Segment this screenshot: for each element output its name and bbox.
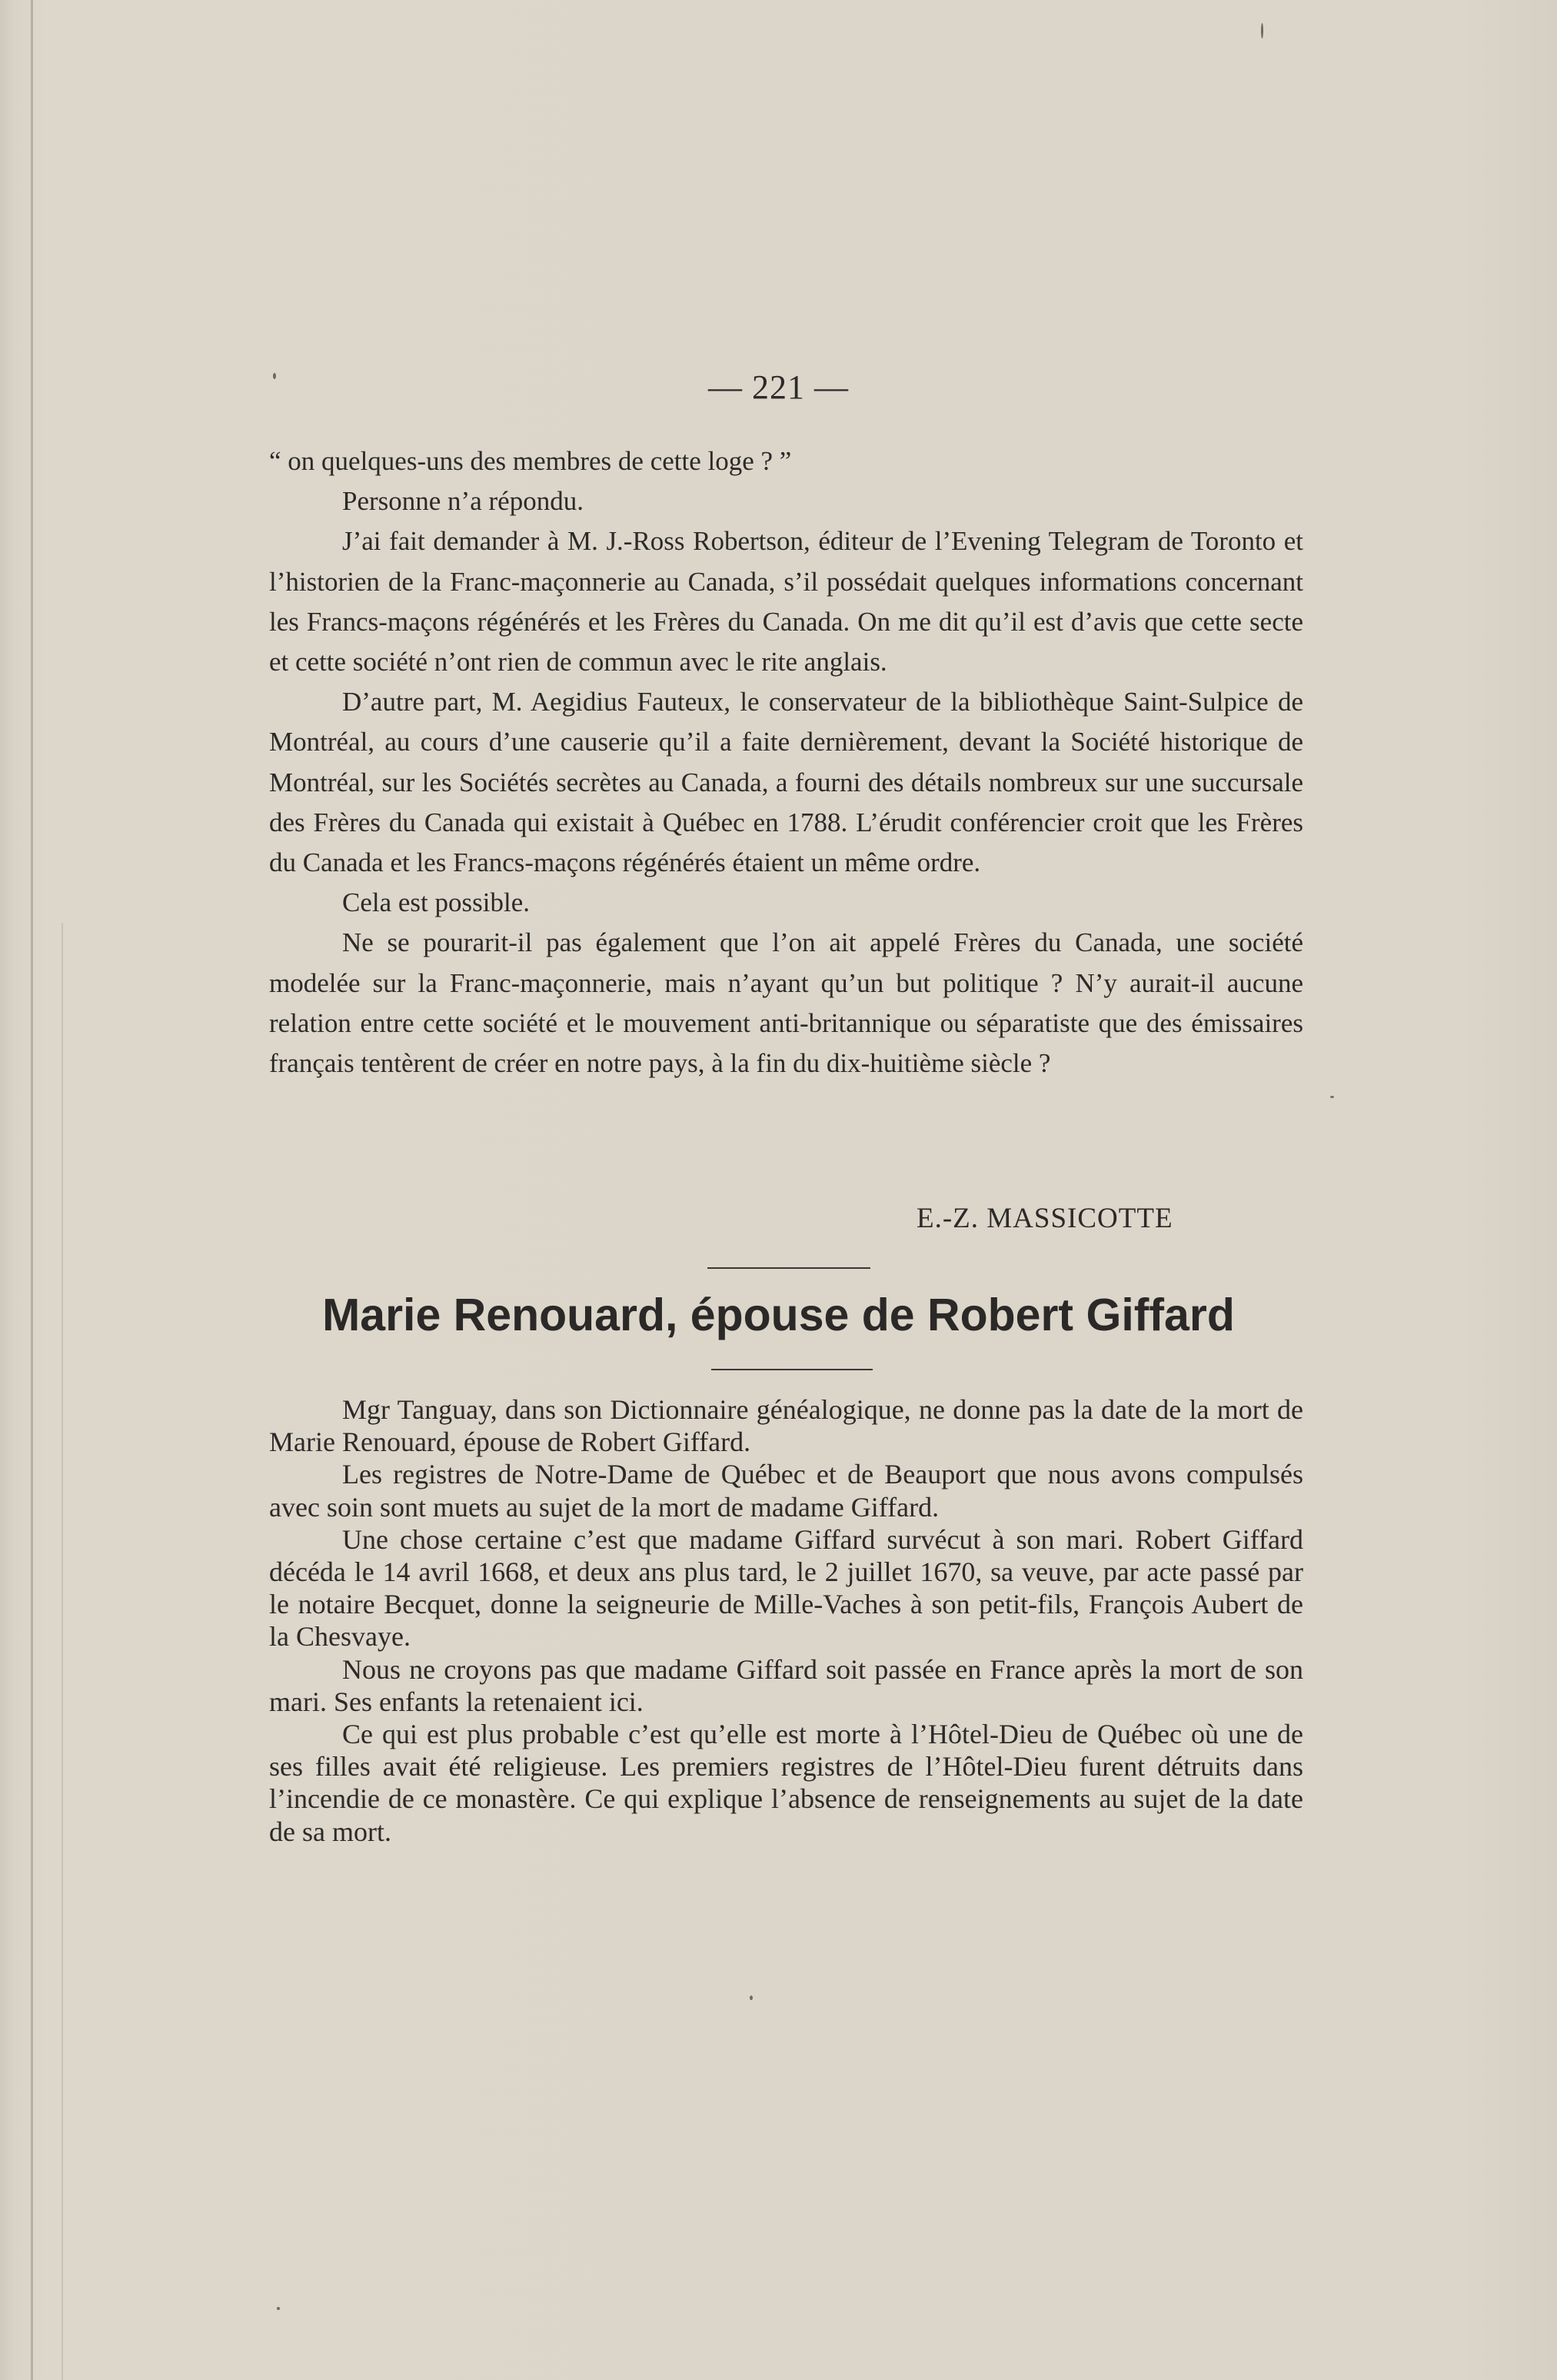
previous-article-ending xyxy=(269,441,1303,1083)
page-binding-edge xyxy=(31,0,33,2380)
paragraph: Ne se pourarit-il pas également que l’on ait appelé Frères du Canada, une société modelée sur la Franc-maçonnerie, mais n’ayant qu’un but politique ? N’y aurait-il aucune relation entre cette société et le mouvement anti-britannique ou séparatiste que des émissaires français tentèrent de créer en notre pays, à la fin du dix-huitième siècle ? xyxy=(269,927,1303,1079)
paper-speck xyxy=(1330,1096,1334,1098)
page-number: — 221 — xyxy=(708,368,849,406)
paper-speck xyxy=(750,1996,753,2000)
article-title: Marie Renouard, épouse de Robert Giffard xyxy=(322,1290,1235,1340)
paragraph: Cela est possible. xyxy=(342,887,530,918)
divider-rule xyxy=(711,1369,873,1370)
paper-speck xyxy=(273,373,276,379)
paragraph: J’ai fait demander à M. J.-Ross Robertson, éditeur de l’Evening Telegram de Toronto et l’historien de la Franc-maçonnerie au Canada, s’il possédait quelques informations concernant les Francs-maçons régénérés et les Frères du Canada. On me dit qu’il est d’avis que cette secte et cette société n’ont rien de commun avec le rite anglais. xyxy=(269,526,1303,677)
paper-speck xyxy=(1261,23,1263,38)
paragraph: D’autre part, M. Aegidius Fauteux, le conservateur de la bibliothèque Saint-Sulpice de Montréal, au cours d’une causerie qu’il a faite dernièrement, devant la Société historique de Montréal, sur les Sociétés secrètes au Canada, a fourni des détails nombreux sur une succursale des Frères du Canada qui existait à Québec en 1788. L’érudit conférencier croit que les Frères du Canada et les Francs-maçons régénérés étaient un même ordre. xyxy=(269,687,1303,878)
paragraph: “ on quelques-uns des membres de cette loge ? ” xyxy=(269,446,792,476)
article-body xyxy=(269,1393,1303,1848)
paragraph: Mgr Tanguay, dans son Dictionnaire généalogique, ne donne pas la date de la mort de Marie Renouard, épouse de Robert Giffard. xyxy=(269,1394,1303,1458)
paper-speck xyxy=(277,2307,280,2310)
author-signature: E.-Z. MASSICOTTE xyxy=(917,1203,1173,1234)
paragraph: Ce qui est plus probable c’est qu’elle est morte à l’Hôtel-Dieu de Québec où une de ses filles avait été religieuse. Les premiers registres de l’Hôtel-Dieu furent détruits dans l’incendie de ce monastère. Ce qui explique l’absence de renseignements au sujet de la date de sa mort. xyxy=(269,1719,1303,1847)
page-fold-line xyxy=(62,923,63,2380)
paragraph: Les registres de Notre-Dame de Québec et de Beauport que nous avons compulsés avec soin sont muets au sujet de la mort de madame Giffard. xyxy=(269,1459,1303,1523)
paragraph: Nous ne croyons pas que madame Giffard soit passée en France après la mort de son mari. Ses enfants la retenaient ici. xyxy=(269,1653,1303,1717)
paragraph: Une chose certaine c’est que madame Giffard survécut à son mari. Robert Giffard décéda le 14 avril 1668, et deux ans plus tard, le 2 juillet 1670, sa veuve, par acte passé par le notaire Becquet, donne la seigneurie de Mille-Vaches à son petit-fils, François Aubert de la Chesvaye. xyxy=(269,1523,1303,1653)
paragraph: Personne n’a répondu. xyxy=(342,486,584,517)
divider-rule xyxy=(707,1267,870,1269)
